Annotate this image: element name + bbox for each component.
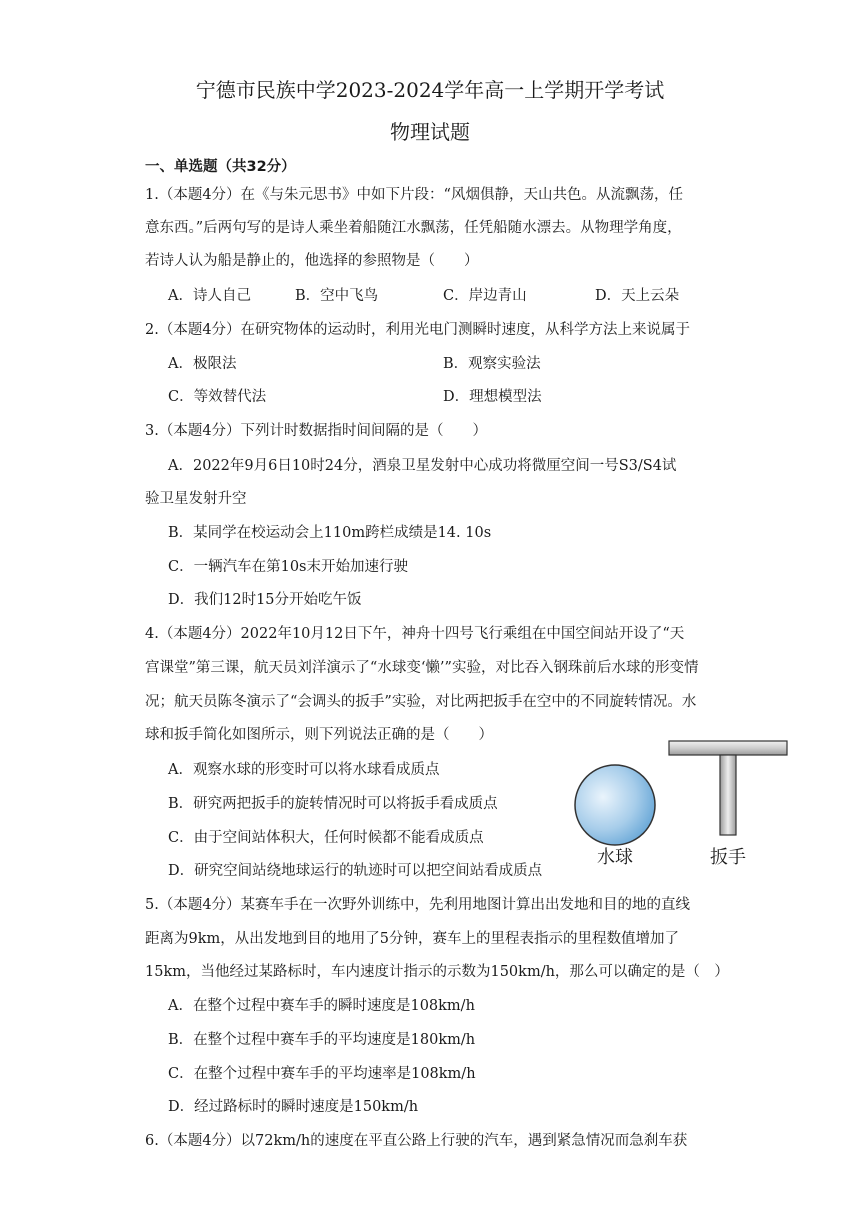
q1-option-d: D．天上云朵 [595, 288, 680, 304]
water-ball-shape [575, 765, 655, 845]
wrench-bar-shape [669, 741, 787, 755]
wrench-stem-shape [720, 755, 736, 835]
q2-option-a: A．极限法 [168, 356, 237, 372]
q2-line-1: 2.（本题4分）在研究物体的运动时，利用光电门测瞬时速度，从科学方法上来说属于 [145, 322, 691, 338]
q3-option-c: C．一辆汽车在第10s末开始加速行驶 [168, 559, 408, 575]
q6-line-1: 6.（本题4分）以72km/h的速度在平直公路上行驶的汽车，遇到紧急情况而急刹车获 [145, 1133, 688, 1149]
section-heading: 一、单选题（共32分） [145, 159, 296, 175]
q4-option-b: B．研究两把扳手的旋转情况时可以将扳手看成质点 [168, 796, 498, 812]
q3-option-d: D．我们12时15分开始吃午饭 [168, 592, 362, 608]
q5-line-1: 5.（本题4分）某赛车手在一次野外训练中，先利用地图计算出出发地和目的地的直线 [145, 897, 691, 913]
q2-option-c: C．等效替代法 [168, 389, 267, 405]
q3-line-1: 3.（本题4分）下列计时数据指时间间隔的是（ ） [145, 423, 488, 439]
q1-option-c: C．岸边青山 [443, 288, 527, 304]
q3-option-a-line-2: 验卫星发射升空 [145, 491, 247, 507]
q4-line-2: 宫课堂”第三课，航天员刘洋演示了“水球变‘懒’”实验，对比吞入钢珠前后水球的形变情 [145, 660, 699, 676]
q1-option-b: B．空中飞鸟 [295, 288, 379, 304]
q3-option-b: B．某同学在校运动会上110m跨栏成绩是14. 10s [168, 525, 492, 541]
q3-option-a-line-1: A．2022年9月6日10时24分，酒泉卫星发射中心成功将微厘空间一号S3/S4试 [168, 458, 677, 474]
water-ball-wrench-figure [565, 735, 795, 875]
q2-option-b: B．观察实验法 [443, 356, 541, 372]
q5-option-a: A．在整个过程中赛车手的瞬时速度是108km/h [168, 998, 475, 1014]
water-ball-label: 水球 [597, 847, 633, 868]
q5-option-c: C．在整个过程中赛车手的平均速率是108km/h [168, 1066, 476, 1082]
q4-option-a: A．观察水球的形变时可以将水球看成质点 [168, 762, 440, 778]
q2-option-d: D．理想模型法 [443, 389, 542, 405]
q1-line-1: 1.（本题4分）在《与朱元思书》中如下片段：“风烟俱静，天山共色。从流飘荡，任 [145, 187, 683, 203]
q5-option-b: B．在整个过程中赛车手的平均速度是180km/h [168, 1032, 476, 1048]
q4-line-1: 4.（本题4分）2022年10月12日下午，神舟十四号飞行乘组在中国空间站开设了“天 [145, 626, 685, 642]
q1-option-a: A．诗人自己 [168, 288, 251, 304]
q1-line-2: 意东西。”后两句写的是诗人乘坐着船随江水飘荡，任凭船随水漂去。从物理学角度， [145, 220, 682, 236]
q5-line-2: 距离为9km，从出发地到目的地用了5分钟，赛车上的里程表指示的里程数值增加了 [145, 931, 679, 947]
q4-line-4: 球和扳手简化如图所示，则下列说法正确的是（ ） [145, 727, 493, 743]
wrench-label: 扳手 [710, 847, 746, 868]
q4-option-d: D．研究空间站绕地球运行的轨迹时可以把空间站看成质点 [168, 863, 543, 879]
exam-subtitle: 物理试题 [390, 120, 470, 144]
q4-option-c: C．由于空间站体积大，任何时候都不能看成质点 [168, 830, 484, 846]
q4-line-3: 况；航天员陈冬演示了“会调头的扳手”实验，对比两把扳手在空中的不同旋转情况。水 [145, 694, 697, 710]
exam-title: 宁德市民族中学2023-2024学年高一上学期开学考试 [195, 78, 665, 102]
q1-line-3: 若诗人认为船是静止的，他选择的参照物是（ ） [145, 253, 479, 269]
q5-option-d: D．经过路标时的瞬时速度是150km/h [168, 1099, 419, 1115]
q5-line-3: 15km，当他经过某路标时，车内速度计指示的示数为150km/h，那么可以确定的是（ ） [145, 964, 729, 980]
